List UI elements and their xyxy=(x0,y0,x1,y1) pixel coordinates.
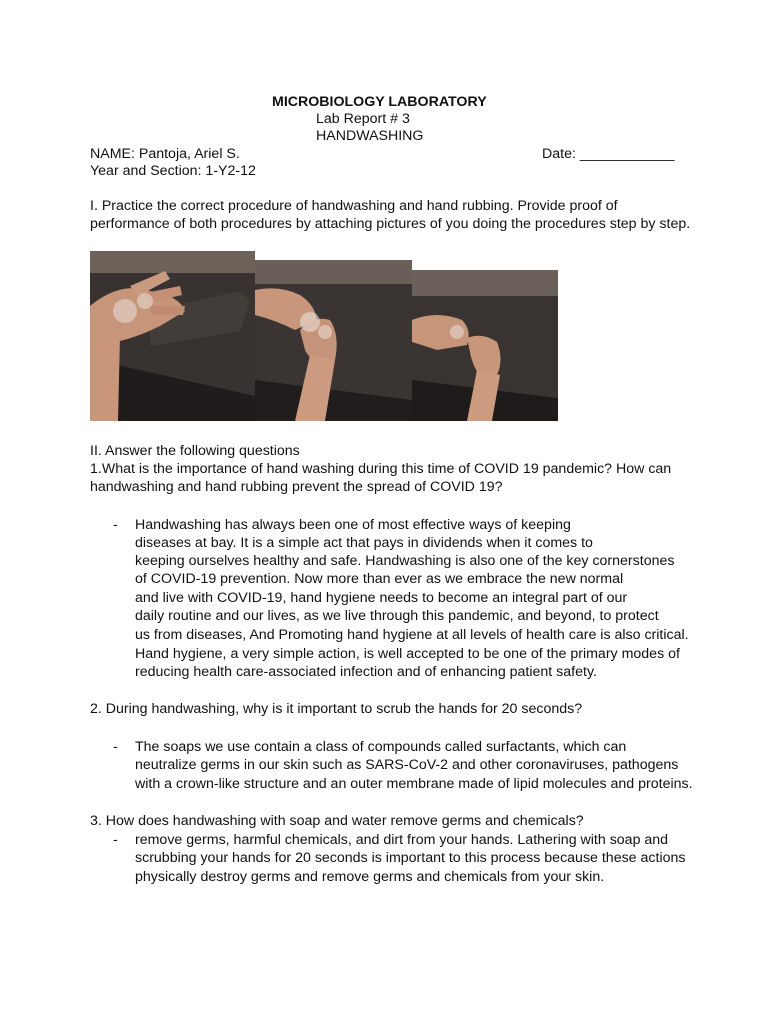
answer-2-line: with a crown-like structure and an outer membrane made of lipid molecules and proteins. xyxy=(135,776,693,792)
part1-line-1: I. Practice the correct procedure of handwashing and hand rubbing. Provide proof of xyxy=(90,198,618,214)
handwashing-photo-3 xyxy=(412,270,558,421)
part2-heading: II. Answer the following questions xyxy=(90,443,300,459)
answer-1-line: and live with COVID-19, hand hygiene needs to become an integral part of our xyxy=(135,590,628,606)
answer-3-bullet: - xyxy=(113,832,118,848)
question-1-line-2: handwashing and hand rubbing prevent the spread of COVID 19? xyxy=(90,479,503,495)
answer-2-line: neutralize germs in our skin such as SARS-CoV-2 and other coronaviruses, pathogens xyxy=(135,757,679,773)
date-field: Date: ____________ xyxy=(542,146,675,162)
answer-1-line: us from diseases, And Promoting hand hygiene at all levels of health care is also critical. xyxy=(135,627,689,643)
answer-1-line: Hand hygiene, a very simple action, is well accepted to be one of the primary modes of xyxy=(135,646,680,662)
question-1-line-1: 1.What is the importance of hand washing during this time of COVID 19 pandemic? How can xyxy=(90,461,672,477)
report-number: Lab Report # 3 xyxy=(316,111,410,127)
answer-1-line: of COVID-19 prevention. Now more than ever as we embrace the new normal xyxy=(135,571,624,587)
question-2: 2. During handwashing, why is it important to scrub the hands for 20 seconds? xyxy=(90,701,583,717)
answer-3-line: physically destroy germs and remove germs and chemicals from your skin. xyxy=(135,869,605,885)
report-topic: HANDWASHING xyxy=(316,128,424,144)
answer-1-line: reducing health care-associated infection and of enhancing patient safety. xyxy=(135,664,597,680)
answer-1-line: diseases at bay. It is a simple act that pays in dividends when it comes to xyxy=(135,535,593,551)
answer-3-line: remove germs, harmful chemicals, and dirt from your hands. Lathering with soap and xyxy=(135,832,669,848)
student-name: NAME: Pantoja, Ariel S. xyxy=(90,146,240,162)
answer-1-line: daily routine and our lives, as we live through this pandemic, and beyond, to protect xyxy=(135,608,659,624)
document-title: MICROBIOLOGY LABORATORY xyxy=(272,94,487,110)
answer-3-line: scrubbing your hands for 20 seconds is important to this process because these actions xyxy=(135,850,686,866)
year-section: Year and Section: 1-Y2-12 xyxy=(90,163,256,179)
handwashing-photo-2 xyxy=(255,260,412,421)
answer-2-bullet: - xyxy=(113,739,118,755)
question-3: 3. How does handwashing with soap and water remove germs and chemicals? xyxy=(90,813,584,829)
answer-1-line: keeping ourselves healthy and safe. Handwashing is also one of the key cornerstones xyxy=(135,553,675,569)
answer-1-bullet: - xyxy=(113,517,118,533)
handwashing-photo-1 xyxy=(90,251,255,421)
answer-1-line: Handwashing has always been one of most effective ways of keeping xyxy=(135,517,571,533)
part1-line-2: performance of both procedures by attaching pictures of you doing the procedures step by step. xyxy=(90,216,691,232)
answer-2-line: The soaps we use contain a class of compounds called surfactants, which can xyxy=(135,739,627,755)
